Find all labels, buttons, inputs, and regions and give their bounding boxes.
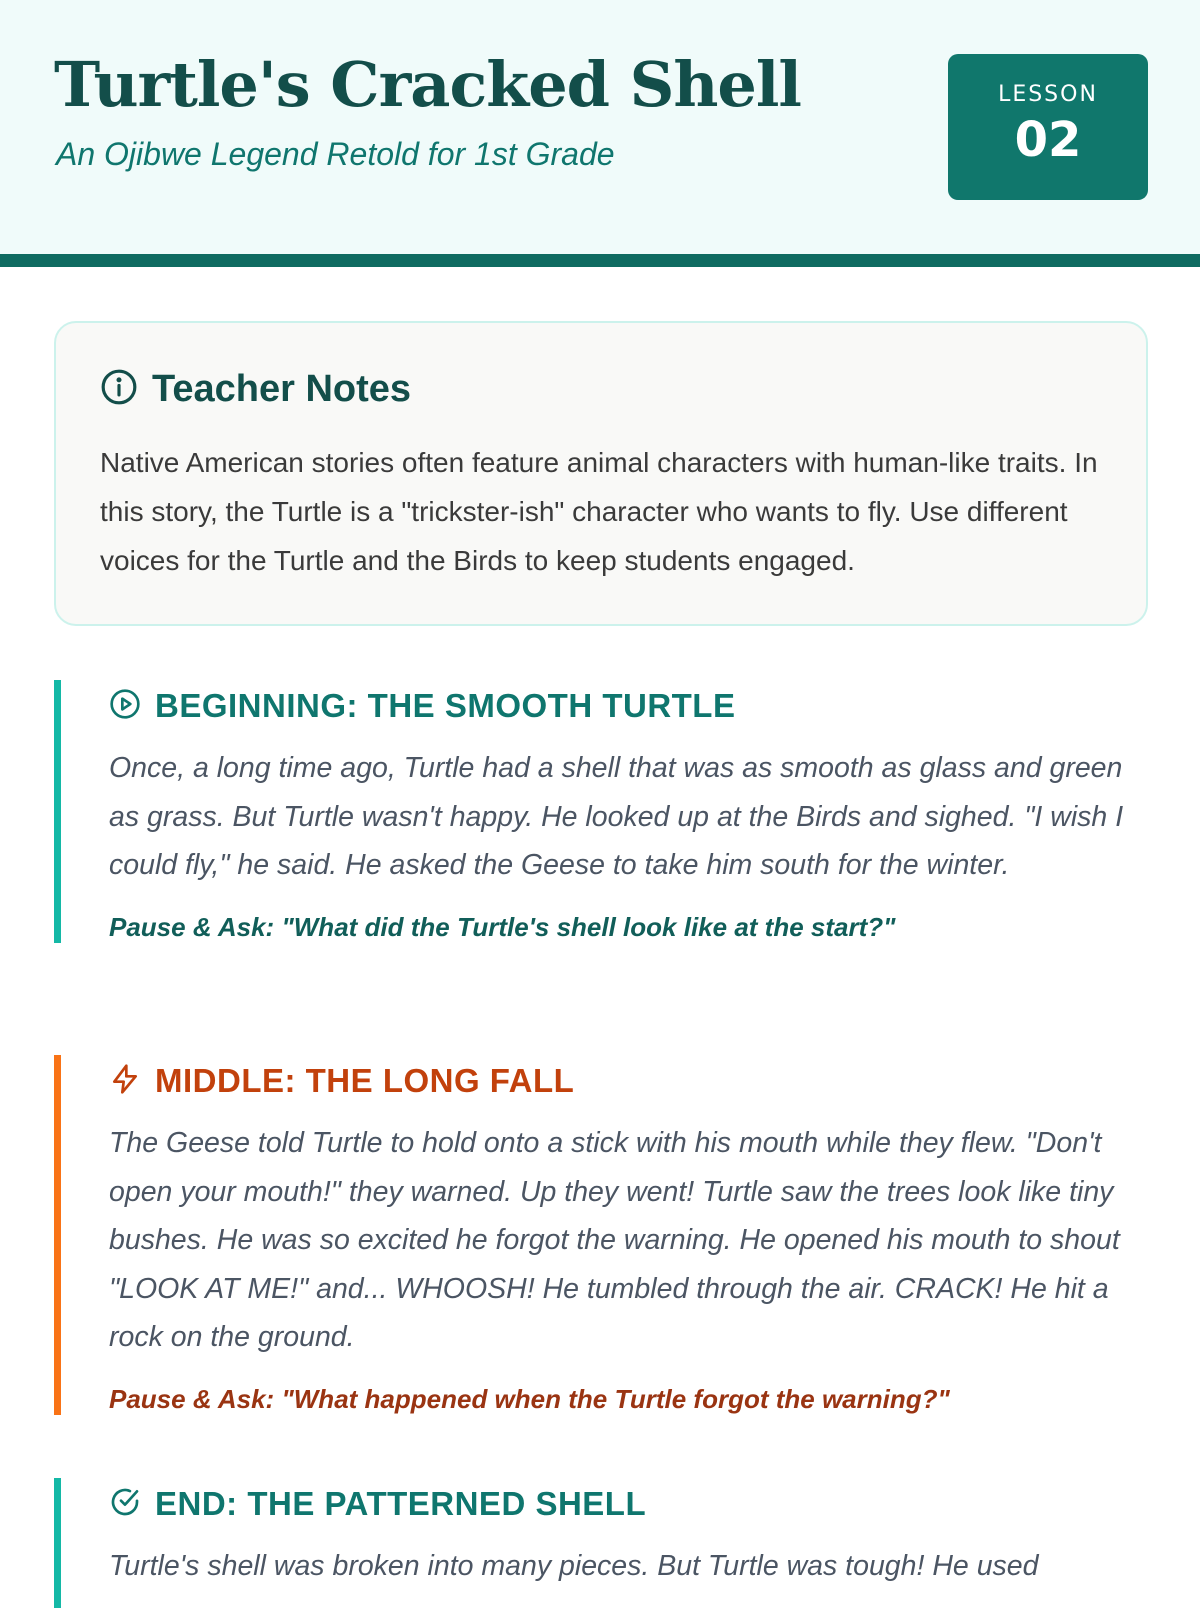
play-circle-icon [109, 688, 141, 725]
page-header [0, 0, 1200, 267]
page-title: Turtle's Cracked Shell [54, 48, 801, 121]
section-header [109, 1482, 1148, 1526]
section-title: MIDDLE: THE LONG FALL [155, 1062, 575, 1099]
teacher-notes-title: Teacher Notes [152, 367, 412, 410]
teacher-notes-card [54, 321, 1148, 626]
teacher-notes-body: Native American stories often feature animal characters with human-like traits. In this story, the Turtle is a "trickster-ish" character who wants to fly. Use different voices for the Turtle and the Birds to keep students engaged. [100, 447, 1098, 576]
section-header [109, 684, 1148, 728]
page-subtitle: An Ojibwe Legend Retold for 1st Grade [56, 136, 615, 172]
teacher-notes-header [100, 367, 411, 411]
story-section-end [54, 1478, 1148, 1608]
pause-ask-prompt: Pause & Ask: "What did the Turtle's shell look like at the start?" [109, 911, 896, 942]
story-section-beginning [54, 680, 1148, 943]
section-title: BEGINNING: THE SMOOTH TURTLE [155, 687, 736, 724]
section-text: The Geese told Turtle to hold onto a stick with his mouth while they flew. "Don't open your mouth!" they warned. Up they went! Turtle saw the trees look like tiny bushes. He was so excited he forgot the warning. He opened his mouth to shout "LOOK AT ME!" and... WHOOSH! He tumbled through the air. CRACK! He hit a rock on the ground. [109, 1127, 1120, 1353]
section-header [109, 1059, 1148, 1103]
section-text: Once, a long time ago, Turtle had a shell that was as smooth as glass and green as grass. But Turtle wasn't happy. He looked up at the Birds and sighed. "I wish I could fly," he said. He asked the Geese to take him south for the winter. [109, 752, 1124, 881]
lesson-label: LESSON [998, 82, 1098, 107]
lesson-number: 02 [1014, 112, 1082, 168]
section-title: END: THE PATTERNED SHELL [155, 1485, 647, 1522]
section-text: Turtle's shell was broken into many pieces. But Turtle was tough! He used [109, 1550, 1039, 1582]
check-circle-icon [109, 1486, 141, 1523]
lightning-icon [109, 1063, 141, 1100]
pause-ask-prompt: Pause & Ask: "What happened when the Turtle forgot the warning?" [109, 1383, 950, 1414]
story-section-middle [54, 1055, 1148, 1415]
lesson-badge [948, 54, 1148, 200]
info-icon [100, 368, 138, 411]
